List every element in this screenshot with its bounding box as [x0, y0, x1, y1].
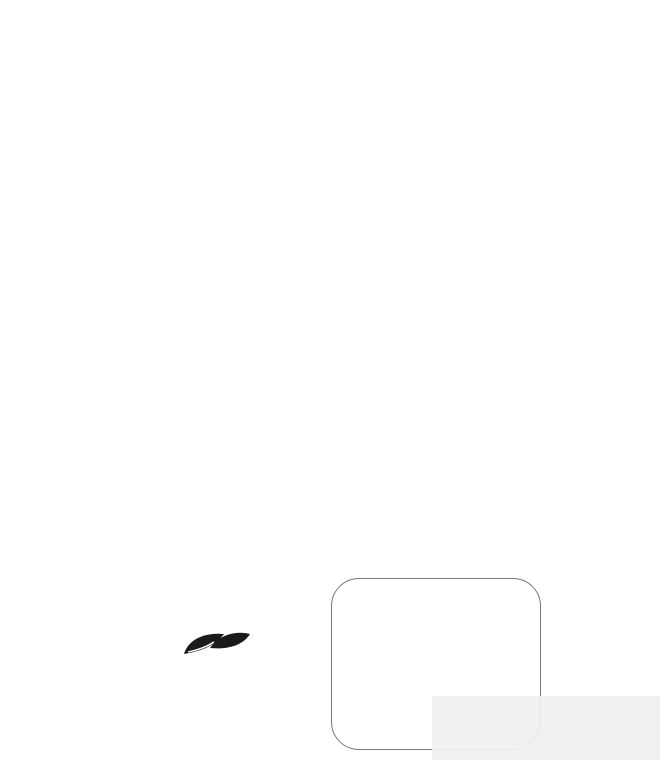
slip-stitch-icon: [346, 655, 372, 677]
single-crochet-icon: [346, 683, 372, 705]
legend-item-chain: [332, 629, 540, 651]
diagram-neckline: [0, 295, 660, 585]
diagram-base-and-sleeves: [0, 0, 660, 290]
chain-stitch-icon: [346, 629, 372, 651]
euroroma-logo: [130, 628, 290, 708]
watermark: [432, 696, 660, 760]
double-crochet-icon: [346, 713, 372, 735]
legend-item-slip: [332, 655, 540, 677]
leaf-icon: [174, 628, 254, 658]
